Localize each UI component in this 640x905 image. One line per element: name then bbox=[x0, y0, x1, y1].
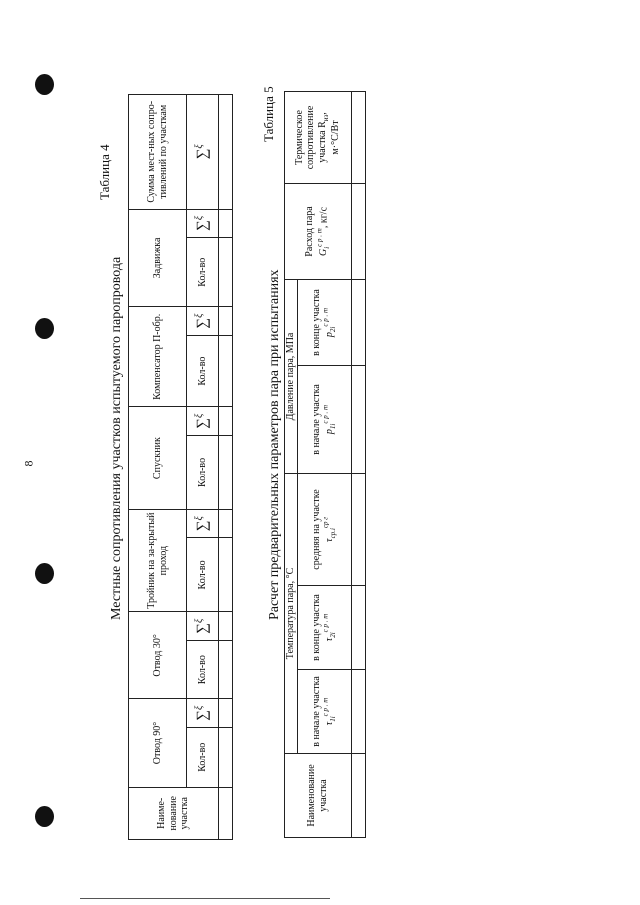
sub-sigma-xi: ∑ξ bbox=[187, 209, 219, 238]
header-flow: Расход пара $G_i^{с р . т}$, кг/с bbox=[285, 183, 352, 279]
table4-caption: Таблица 4 bbox=[97, 144, 112, 200]
binder-hole-3 bbox=[35, 563, 54, 584]
sub-sigma-xi: ∑ξ bbox=[187, 307, 219, 336]
table5 bbox=[284, 91, 366, 838]
page-number: 8 bbox=[21, 460, 36, 467]
table4-block bbox=[96, 80, 256, 840]
header-temp-start: в начале участка $\tau_{1i}^{с р . т}$ bbox=[297, 670, 351, 754]
sub-sigma-xi: ∑ξ bbox=[187, 95, 219, 210]
table5-block bbox=[262, 80, 362, 840]
header-tee: Тройник на за-крытый проход bbox=[129, 509, 187, 612]
header-thermal-resistance: Термическое сопротивление участка $R_{из}$, м·°С/Вт bbox=[285, 91, 352, 183]
binder-hole-1 bbox=[35, 74, 54, 95]
header-sum: Сумма мест-ных сопро-тивлений по участкам bbox=[129, 95, 187, 210]
binder-hole-4 bbox=[35, 806, 54, 827]
table4-title: Местные сопротивления участков испытуемого паропровода bbox=[109, 256, 124, 620]
table5-title: Расчет предварительных параметров пара при испытаниях bbox=[267, 269, 282, 620]
sub-sigma-xi: ∑ξ bbox=[187, 612, 219, 641]
header-pressure: Давление пара, МПа bbox=[285, 279, 298, 473]
header-name: Наиме-нование участка bbox=[129, 787, 219, 839]
header-temp-mean: средняя на участке $\tau_{ср.i}^{ср г}$ bbox=[297, 474, 351, 586]
header-pressure-end: в конце участка $p_{2i}^{с р . т}$ bbox=[297, 279, 351, 365]
binder-hole-2 bbox=[35, 318, 54, 339]
sub-sigma-xi: ∑ξ bbox=[187, 699, 219, 728]
sub-count: Кол-во bbox=[187, 335, 219, 407]
sub-count: Кол-во bbox=[187, 538, 219, 612]
sub-sigma-xi: ∑ξ bbox=[187, 509, 219, 538]
header-temperature: Температура пара, °С bbox=[285, 474, 298, 754]
sub-count: Кол-во bbox=[187, 435, 219, 509]
header-compensator: Компенсатор П-обр. bbox=[129, 307, 187, 407]
sub-count: Кол-во bbox=[187, 640, 219, 698]
header-pressure-start: в начале участка $p_{1i}^{с р . т}$ bbox=[297, 366, 351, 474]
table4 bbox=[128, 94, 233, 840]
sub-count: Кол-во bbox=[187, 727, 219, 787]
header-drain: Спускник bbox=[129, 407, 187, 510]
table-row bbox=[219, 95, 233, 840]
table-row bbox=[351, 91, 365, 837]
header-name: Наименование участка bbox=[285, 754, 352, 838]
table5-caption: Таблица 5 bbox=[261, 86, 276, 142]
header-elbow30: Отвод 30° bbox=[129, 612, 187, 699]
sub-count: Кол-во bbox=[187, 238, 219, 307]
header-elbow90: Отвод 90° bbox=[129, 699, 187, 787]
header-temp-end: в конце участка $\tau_{2i}^{с р . т}$ bbox=[297, 586, 351, 670]
header-valve: Задвижка bbox=[129, 209, 187, 307]
scan-edge-line bbox=[80, 898, 330, 899]
sub-sigma-xi: ∑ξ bbox=[187, 407, 219, 436]
